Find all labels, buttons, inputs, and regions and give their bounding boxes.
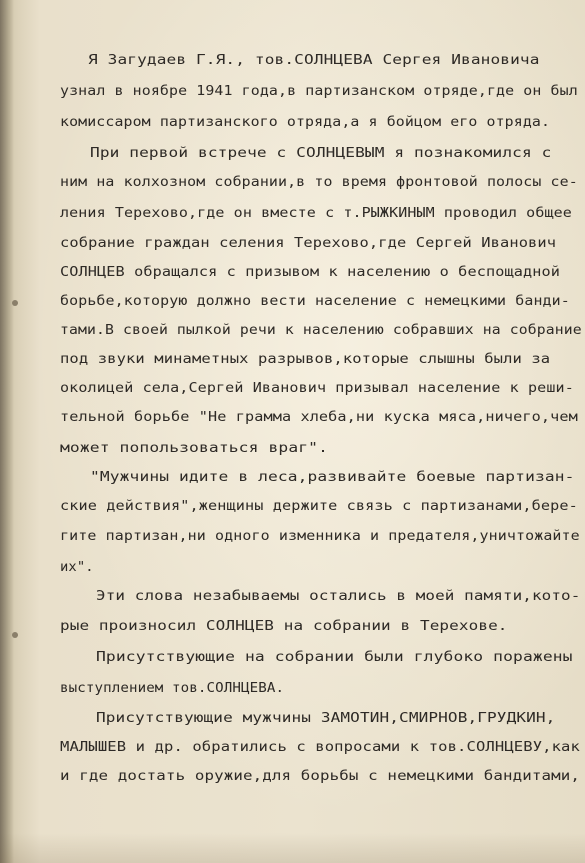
punch-hole — [12, 300, 18, 306]
text-line: тами.В своей пылкой речи к населению собравших на собрание — [60, 323, 582, 338]
text-line: тельной борьбе "Не грамма хлеба,ни куска мяса,ничего,чем — [60, 410, 578, 425]
text-line: собрание граждан селения Терехово,где Сергей Иванович — [60, 236, 557, 251]
text-line: может попользоваться враг". — [60, 441, 329, 456]
text-line: под звуки минаметных разрывов,которые слышны были за — [60, 352, 551, 367]
text-line: ним на колхозном собрании,в то время фронтовой полосы се- — [60, 175, 578, 190]
text-line: околицей села,Сергей Иванович призывал население к реши- — [60, 381, 574, 396]
text-line: СОЛНЦЕВ обращался с призывом к населению о беспощадной — [60, 265, 561, 280]
text-line: их". — [60, 560, 94, 575]
text-line: ские действия",женщины держите связь с партизанами,бере- — [60, 499, 578, 514]
text-line: рые произносил СОЛНЦЕВ на собрании в Терехове. — [60, 619, 508, 634]
page-left-edge — [0, 0, 14, 863]
text-line: ления Терехово,где он вместе с т.РЫЖКИНЫМ проводил общее — [60, 206, 572, 221]
text-line: и где достать оружие,для борьбы с немецкими бандитами, — [60, 769, 581, 784]
text-line: Присутствующие на собрании были глубоко поражены — [96, 650, 573, 665]
text-line: "Мужчины идите в леса,развивайте боевые партизан- — [90, 470, 575, 485]
text-line: борьбе,которую должно вести население с немецкими банди- — [60, 294, 570, 309]
punch-hole — [12, 632, 18, 638]
text-line: Присутствующие мужчины ЗАМОТИН,СМИРНОВ,ГРУДКИН, — [96, 711, 556, 726]
text-line: комиссаром партизанского отряда,а я бойцом его отряда. — [60, 115, 551, 130]
text-line: гите партизан,ни одного изменника и предателя,уничтожайте — [60, 529, 580, 544]
text-line: Я Загудаев Г.Я., тов.СОЛНЦЕВА Сергея Ивановича — [88, 53, 540, 68]
text-line: узнал в ноябре 1941 года,в партизанском отряде,где он был — [60, 84, 578, 99]
text-line: При первой встрече с СОЛНЦЕВЫМ я познакомился с — [90, 146, 552, 161]
paper-stain — [0, 833, 585, 863]
text-line: Эти слова незабываемы остались в моей памяти,кото- — [96, 589, 581, 604]
text-line: МАЛЫШЕВ и др. обратились с вопросами к тов.СОЛНЦЕВУ,как — [60, 740, 580, 755]
text-line: выступлением тов.СОЛНЦЕВА. — [60, 681, 285, 696]
